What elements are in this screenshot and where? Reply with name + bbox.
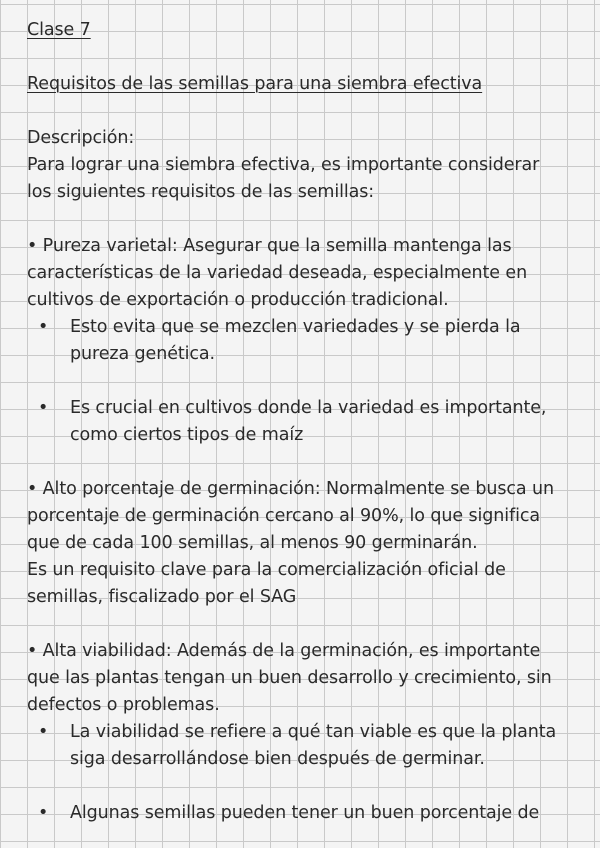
page-title: Clase 7 [27,20,91,40]
intro-line: los siguientes requisitos de las semillas: [27,182,375,202]
section-pureza-line: características de la variedad deseada, especialmente en [27,263,528,283]
subitem-line: siga desarrollándose bien después de germinar. [70,749,485,769]
subitem-line: Es crucial en cultivos donde la variedad es importante, [70,398,547,418]
section-pureza-line: • Pureza varietal: Asegurar que la semilla mantenga las [27,236,512,256]
subitem-line: como ciertos tipos de maíz [70,425,304,445]
subitem-line: La viabilidad se refiere a qué tan viable es que la planta [70,722,557,742]
section-viabilidad-line: defectos o problemas. [27,695,220,715]
section-germinacion-line: • Alto porcentaje de germinación: Normalmente se busca un [27,479,554,499]
section-viabilidad-line: que las plantas tengan un buen desarrollo y crecimiento, sin [27,668,552,688]
bullet-marker: • [38,803,49,823]
section-germinacion-line: semillas, fiscalizado por el SAG [27,587,297,607]
bullet-marker: • [38,317,49,337]
section-germinacion-line: porcentaje de germinación cercano al 90%, lo que significa [27,506,540,526]
intro-line: Para lograr una siembra efectiva, es importante considerar [27,155,540,175]
subitem-line: Algunas semillas pueden tener un buen porcentaje de [70,803,540,823]
bullet-marker: • [38,398,49,418]
bullet-marker: • [38,722,49,742]
section-germinacion-line: Es un requisito clave para la comercialización oficial de [27,560,506,580]
subitem-line: Esto evita que se mezclen variedades y se pierda la [70,317,521,337]
subitem-line: pureza genética. [70,344,216,364]
section-pureza-line: cultivos de exportación o producción tradicional. [27,290,449,310]
page-subtitle: Requisitos de las semillas para una siembra efectiva [27,74,483,94]
section-viabilidad-line: • Alta viabilidad: Además de la germinación, es importante [27,641,541,661]
description-label: Descripción: [27,128,135,148]
section-germinacion-line: que de cada 100 semillas, al menos 90 germinarán. [27,533,478,553]
